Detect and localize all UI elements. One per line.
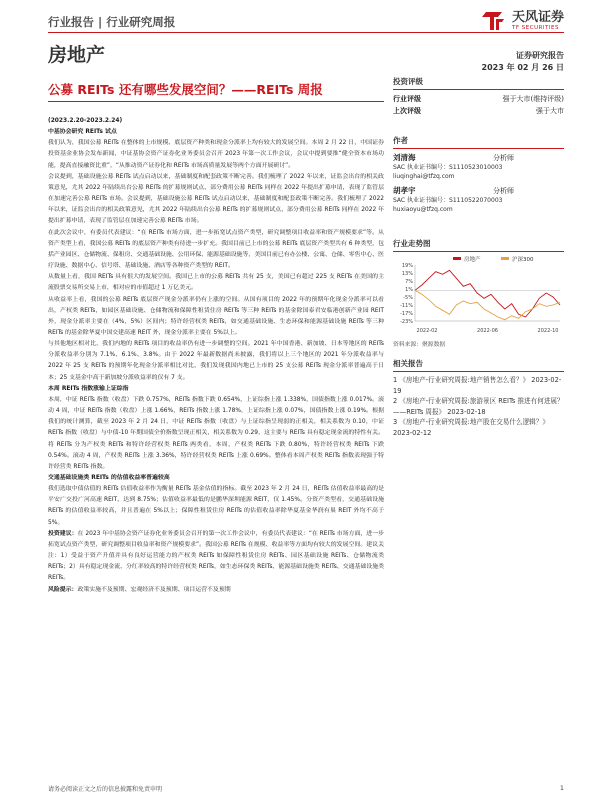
sidebar [393, 76, 564, 438]
x-tick-label: 2022-02 [416, 328, 438, 334]
author [393, 152, 564, 181]
x-tick-label: 2022-10 [537, 328, 559, 334]
body-paragraph: 在此次会议中，有委员代表建议：“在 REITs 市场方面，进一步拓宽试点资产类型，研究调整项目收益率和资产规模要求”等。从资产类型上看，我国公募 REITs 的底层资产种类有待进一步扩充。我国目前已上市的公募 REITs 底层资产类型共有 6 种类型，包括产业园区、仓储物流、保租房、交通基础设施、公用环保、能源基础设施等，美国目前已有办公楼、公寓、仓储、零售中心、医疗设施、数据中心、信号塔、基础设施、酒店等各种资产类型的 REIT。 [48, 229, 384, 270]
body-paragraph: 风险提示：政策实施不及预期、宏观经济不及预期、项目运营不及预期 [48, 586, 231, 593]
rating-row: 行业评级 强于大市(维持评级) [393, 95, 564, 103]
date-range: (2023.2.20-2023.2.24) [48, 118, 123, 124]
author-email[interactable]: huxiaoyu@tfzq.com [393, 205, 453, 213]
body-paragraph: 会议提到，基础设施公募 REITs 试点启动以来，基础制度和配套政策不断完善。我们梳理了 2022 年以来，证监会出台的相关政策意见，尤其 2022 年陆续出台公募 REITs 的扩募规则试点、部分费用公募 REITs 同样在 2022 年提出扩募申请，表现了监管层在加速完善公募 REITs 市场。会议提到，基础设施公募 REITs 试点启动以来，基础制度和配套政策不断完善。我们梳理了 2022 年以来，证监会出台的相关政策意见，尤其 2022 年陆续出台公募 REITs 的扩募规则试点、部分费用公募 REITs 同样在 2022 年提出扩募申请，表现了监管层在加速完善公募 REITs 市场。 [48, 173, 384, 225]
related-report[interactable]: 2 《房地产-行业研究周报:旅游景区 REITs 推进有何进展？——REITs 周报》 2023-02-18 [393, 397, 564, 416]
report-title: 公募 REITs 还有哪些发展空间？——REITs 周报 [48, 82, 323, 97]
authors-title: 作者 [393, 135, 564, 149]
section-heading: 本周 REITs 指数涨输上证综指 [48, 385, 129, 392]
author-name: 胡孝宇 [393, 186, 416, 195]
section-heading: 交通基础设施类 REITs 的估值收益率普遍较高 [48, 475, 170, 481]
title-divider [48, 101, 384, 102]
body-section [48, 384, 384, 473]
trend-chart [393, 255, 564, 335]
body-section [48, 585, 384, 596]
body-paragraph: 从数量上看，我国 REITs 具有很大的发展空间。我国已上市的公募 REITs 共有 25 支，美国已有超过 225 支 REITs 在美国的主流股票交易所交易上市，相对应的市值超过 1 万亿美元。 [48, 274, 384, 292]
body-section [48, 127, 384, 384]
series-line-沪深300 [415, 290, 560, 319]
report-body [48, 116, 384, 596]
y-tick-label: -5% [403, 295, 413, 301]
author-cert: SAC 执业证书编号：S1110522070003 [393, 197, 503, 204]
related-report[interactable]: 3 《房地产-行业研究周报:地产股在交易什么逻辑？》 2023-02-12 [393, 418, 549, 437]
y-tick-label: -17% [400, 311, 413, 317]
body-paragraph: 我们选取中债估值的 REITs 估值收益率作为衡量 REITs 基金估值的指标。截至 2023 年 2 月 24 日，REITs 估值收益率最高的是平安广交投广河高速 REIT，达到 8.75%；估值收益率最低的是鹏华深圳能源 REIT，仅 1.45%。分资产类型看，交通基础设施 REITs 的估值收益率较高，并且普遍在 5%以上；保障性租赁住房 REITs 的估值收益率除华夏基金华润有巢 REIT 外均不高于 5%。 [48, 486, 384, 526]
author-role: 分析师 [493, 154, 514, 162]
legend-swatch [453, 257, 461, 260]
y-tick-label: -11% [400, 303, 413, 309]
section-heading: 投资建议： [48, 530, 78, 537]
trend-source: 资料来源：聚源数据 [393, 342, 446, 348]
body-paragraph: 本周，中证 REITs 指数（收盘）下跌 0.757%，REITs 指数下跌 0.654%，上证综指上涨 1.338%，国债指数上涨 0.017%。滚动 4 周，中证 REITs 指数（收盘）上涨 1.66%，REITs 指数上涨 1.78%，上证综指上涨 0.07%，国债指数上涨 0.19%。根据我们的统计测算，截至 2023 年 2 月 24 日，中证 REITs 指数（收盘）与上证综指呈现弱的正相关，相关系数为 0.10，中证 REITs 指数（收盘）与中债-10 年期国债全价指数呈现正相关，相关系数为 0.29，这主要与 REITs 具有稳定现金流的特性有关。将 REITs 分为产权类 REITs 和特许经营权类 REITs 两类看，本周，产权类 REITs 下跌 0.80%，特许经营权类 REITs 下跌 0.54%。滚动 4 周，产权类 REITs 上涨 3.36%，特许经营权类 REITs 上涨 0.69%。整体看本周产权类 REITs 指数表现强于特许经营类 REITs 指数。 [48, 396, 384, 470]
y-tick-label: 19% [401, 263, 413, 269]
body-paragraph: 从收益率上看，我国的公募 REITs 底层资产现金分派率仍有上涨的空间。从国有项目的 2022 年的预期年化现金分派率可以看出，产权类 REITs，如园区基础设施、仓储物流和保障性租赁住房 REITs 等三种 REITs 的基金除国泰君安临港创新产业园 REIT 外，现金分派率主要在（4%，5%）区间内；特许经营权类 REITs，如交通基础设施、生态环保和能源基础设施 REITs 等三种 REITs 的基金除华夏中国交建高速 REIT 外，现金分派率主要在 5%以上。 [48, 296, 384, 336]
header-divider [48, 32, 564, 33]
rating-row: 上次评级 强于大市 [393, 107, 564, 115]
page-number: 1 [559, 784, 564, 792]
section-heading: 风险提示： [48, 586, 78, 593]
author-cert: SAC 执业证书编号：S1110523010003 [393, 164, 503, 171]
x-tick-label: 2022-06 [477, 328, 498, 334]
brand-name: 天风证券 [511, 9, 564, 25]
industry-title: 房地产 [48, 44, 106, 66]
y-tick-label: -23% [400, 319, 413, 325]
legend-swatch [501, 257, 509, 260]
section-heading: 中基协会研究 REITs 试点 [48, 129, 117, 136]
author-name: 刘清海 [393, 153, 416, 162]
related-title: 相关报告 [393, 358, 564, 372]
legend-label: 房地产 [464, 257, 481, 263]
footer-disclaimer: 请务必阅读正文之后的信息披露和免责申明 [48, 786, 163, 793]
trend-title: 行业走势图 [393, 238, 564, 252]
y-tick-label: 7% [405, 279, 413, 285]
body-sections [48, 127, 384, 596]
body-section [48, 473, 384, 529]
brand-logo-icon [480, 6, 508, 34]
body-paragraph: 与其他地区相对比，我们内地的 REITs 项目的收益率仍有进一步调整的空间。2021 年中国香港、新加坡、日本等地区的 REITs 分派收益率分别为 7.1%、6.1%、3.8%。由于 2022 年最新数据尚未披露，我们将以上三个地区的 2021 年分派收益率与 2022 年 25 支 REITs 的预期年化现金分派率相比对比，我们发现我国内地已上市的 25 支公募 REITs 现金分派率普遍高于日本；25 支基金中高于新加坡分派收益率的仅有 7 支。 [48, 341, 384, 381]
related-report[interactable]: 1 《房地产-行业研究周报:地产销售怎么看？》 2023-02-19 [393, 376, 562, 395]
brand-logo [480, 6, 564, 34]
y-tick-label: 1% [405, 287, 413, 293]
y-tick-label: 13% [401, 271, 413, 277]
author [393, 185, 564, 214]
body-paragraph: 投资建议：在 2023 年中基协会资产证券化业务委员会召开的第一次工作会议中，有委员代表建议：“在 REITs 市场方面，进一步拓宽试点资产类型，研究调整项目收益率和资产规模要求”。我国公募 REITs 在规模、收益率等方面均有较大的发展空间。建议关注：1）受益于资产升值并具有良好运营能力的产权类 REITs 如保障性租赁住房 REITs、园区基础设施 REITs、仓储物流类 REITs；2）具有稳定现金流、分红率较高的特许经营权类 REITs，如生态环保类 REITs、能源基础设施类 REITs、交通基础设施类 REITs。 [48, 530, 385, 582]
brand-english: TF SECURITIES [511, 24, 559, 31]
report-date: 2023 年 02 月 26 日 [481, 63, 564, 72]
author-email[interactable]: liuqinghai@tfzq.com [393, 172, 455, 180]
report-category: 行业报告 | 行业研究周报 [48, 15, 176, 29]
series-line-房地产 [415, 270, 560, 317]
body-paragraph: 我们认为，我国公募 REITs 在整体的上市规模、底层资产种类和现金分派率上均有较大的发展空间。本周 2 月 22 日，中国证券投资基金业协会发布新闻，中证基协会资产证券化业务委员会召开 2023 年第一次工作会议，会议中提到要推“健全资本市场功能，提高直接融资比重”，“从推动资产证券化和 REITs 市场高质量发展等两个方面开展研讨”。 [48, 140, 384, 169]
legend-label: 沪深300 [512, 257, 534, 263]
report-type: 证券研究报告 [516, 51, 564, 60]
body-section [48, 529, 384, 585]
rating-title: 投资评级 [393, 76, 564, 90]
author-role: 分析师 [493, 187, 514, 195]
